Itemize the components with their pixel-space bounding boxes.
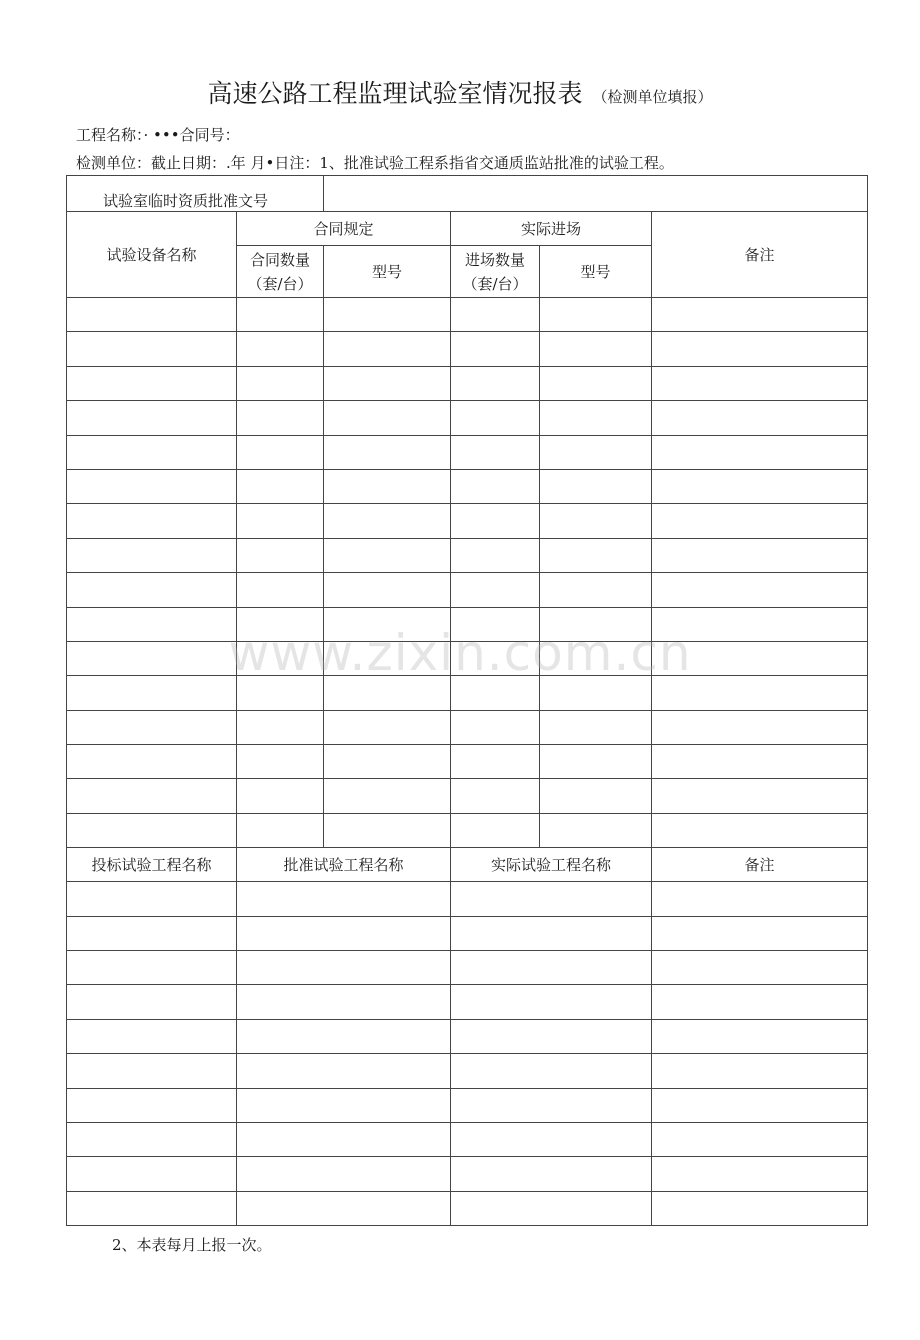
- equipment-cell[interactable]: [67, 401, 237, 435]
- equipment-cell[interactable]: [324, 641, 451, 675]
- project-row: [67, 951, 868, 985]
- actual-model-header: 型号: [540, 246, 652, 298]
- project-cell[interactable]: [451, 1122, 652, 1156]
- equipment-cell[interactable]: [67, 607, 237, 641]
- equipment-row: [67, 435, 868, 469]
- project-cell[interactable]: [67, 985, 237, 1019]
- equipment-cell[interactable]: [451, 538, 540, 572]
- equipment-cell[interactable]: [67, 745, 237, 779]
- equipment-cell[interactable]: [451, 573, 540, 607]
- equipment-cell[interactable]: [237, 469, 324, 503]
- equipment-row: [67, 676, 868, 710]
- equipment-cell[interactable]: [237, 504, 324, 538]
- equipment-cell[interactable]: [652, 298, 868, 332]
- equipment-cell[interactable]: [451, 813, 540, 847]
- equipment-cell[interactable]: [237, 298, 324, 332]
- approval-number-cell[interactable]: [324, 176, 868, 212]
- equipment-cell[interactable]: [652, 676, 868, 710]
- project-cell[interactable]: [652, 1122, 868, 1156]
- equipment-cell[interactable]: [451, 366, 540, 400]
- equipment-cell[interactable]: [451, 641, 540, 675]
- equipment-cell[interactable]: [451, 745, 540, 779]
- equipment-cell[interactable]: [67, 332, 237, 366]
- equipment-row: [67, 504, 868, 538]
- equipment-cell[interactable]: [652, 366, 868, 400]
- equipment-cell[interactable]: [451, 401, 540, 435]
- contract-header: 合同规定: [237, 212, 451, 246]
- project-cell[interactable]: [67, 1088, 237, 1122]
- equipment-cell[interactable]: [324, 607, 451, 641]
- report-title: [0, 76, 920, 115]
- equipment-cell[interactable]: [324, 504, 451, 538]
- equipment-cell[interactable]: [652, 401, 868, 435]
- project-cell[interactable]: [652, 985, 868, 1019]
- equipment-cell[interactable]: [237, 745, 324, 779]
- equipment-cell[interactable]: [67, 573, 237, 607]
- equipment-cell[interactable]: [324, 366, 451, 400]
- equipment-row: [67, 573, 868, 607]
- project-cell[interactable]: [67, 951, 237, 985]
- equipment-row: [67, 298, 868, 332]
- project-cell[interactable]: [67, 916, 237, 950]
- equipment-cell[interactable]: [652, 504, 868, 538]
- equipment-cell[interactable]: [237, 538, 324, 572]
- project-row: [67, 916, 868, 950]
- project-cell[interactable]: [451, 882, 652, 916]
- project-cell[interactable]: [237, 1088, 451, 1122]
- equipment-cell[interactable]: [451, 710, 540, 744]
- equipment-row: [67, 469, 868, 503]
- project-cell[interactable]: [652, 951, 868, 985]
- project-header-3: 实际试验工程名称: [451, 848, 652, 882]
- equipment-cell[interactable]: [324, 401, 451, 435]
- equipment-cell[interactable]: [540, 676, 652, 710]
- project-cell[interactable]: [652, 916, 868, 950]
- equipment-cell[interactable]: [67, 813, 237, 847]
- equipment-cell[interactable]: [652, 332, 868, 366]
- equipment-cell[interactable]: [451, 298, 540, 332]
- inspection-unit-line: 检测单位：截止日期：.年 月•日注：1、批准试验工程系指省交通质监站批准的试验工程。: [76, 154, 674, 172]
- equipment-cell[interactable]: [67, 538, 237, 572]
- project-cell[interactable]: [67, 1157, 237, 1191]
- equipment-cell[interactable]: [67, 676, 237, 710]
- project-cell[interactable]: [451, 916, 652, 950]
- equipment-cell[interactable]: [652, 710, 868, 744]
- equipment-cell[interactable]: [540, 573, 652, 607]
- equipment-row: [67, 641, 868, 675]
- project-row: [67, 1054, 868, 1088]
- equipment-cell[interactable]: [451, 779, 540, 813]
- equipment-cell[interactable]: [540, 401, 652, 435]
- equipment-cell[interactable]: [652, 607, 868, 641]
- equipment-cell[interactable]: [237, 641, 324, 675]
- project-cell[interactable]: [237, 1054, 451, 1088]
- project-row: [67, 1088, 868, 1122]
- project-cell[interactable]: [451, 985, 652, 1019]
- equipment-cell[interactable]: [451, 332, 540, 366]
- equipment-cell[interactable]: [67, 641, 237, 675]
- equipment-cell[interactable]: [540, 813, 652, 847]
- equipment-cell[interactable]: [67, 435, 237, 469]
- equipment-cell[interactable]: [67, 298, 237, 332]
- footer-note: 2、本表每月上报一次。: [112, 1236, 272, 1254]
- equipment-cell[interactable]: [652, 573, 868, 607]
- equipment-cell[interactable]: [67, 504, 237, 538]
- equipment-cell[interactable]: [237, 779, 324, 813]
- equipment-cell[interactable]: [324, 469, 451, 503]
- equipment-cell[interactable]: [237, 607, 324, 641]
- equipment-cell[interactable]: [67, 779, 237, 813]
- equipment-row: [67, 813, 868, 847]
- equipment-cell[interactable]: [237, 710, 324, 744]
- equipment-cell[interactable]: [324, 676, 451, 710]
- equipment-cell[interactable]: [67, 710, 237, 744]
- project-cell[interactable]: [237, 882, 451, 916]
- project-cell[interactable]: [652, 1191, 868, 1225]
- project-header-1: 投标试验工程名称: [67, 848, 237, 882]
- project-cell[interactable]: [451, 1157, 652, 1191]
- project-cell[interactable]: [652, 1157, 868, 1191]
- contract-model-header: 型号: [324, 246, 451, 298]
- equipment-cell[interactable]: [451, 676, 540, 710]
- equipment-cell[interactable]: [540, 607, 652, 641]
- equipment-name-header: 试验设备名称: [67, 212, 237, 298]
- equipment-cell[interactable]: [451, 504, 540, 538]
- project-cell[interactable]: [67, 882, 237, 916]
- project-row: [67, 882, 868, 916]
- project-cell[interactable]: [237, 1122, 451, 1156]
- project-row: [67, 1191, 868, 1225]
- project-row: [67, 1122, 868, 1156]
- equipment-cell[interactable]: [451, 469, 540, 503]
- equipment-row: [67, 366, 868, 400]
- equipment-cell[interactable]: [540, 538, 652, 572]
- equipment-cell[interactable]: [324, 813, 451, 847]
- project-cell[interactable]: [67, 1054, 237, 1088]
- project-cell[interactable]: [237, 1191, 451, 1225]
- equipment-row: [67, 710, 868, 744]
- contract-quantity-header: 合同数量 （套/台）: [237, 246, 324, 298]
- watermark: www.zixin.com.cn: [228, 624, 692, 682]
- approval-row: [67, 176, 868, 212]
- project-row: [67, 1157, 868, 1191]
- project-cell[interactable]: [451, 951, 652, 985]
- project-cell[interactable]: [451, 1054, 652, 1088]
- project-cell[interactable]: [67, 1019, 237, 1053]
- title-main: 高速公路工程监理试验室情况报表: [207, 79, 583, 108]
- project-cell[interactable]: [237, 916, 451, 950]
- equipment-cell[interactable]: [652, 779, 868, 813]
- project-cell[interactable]: [67, 1122, 237, 1156]
- remarks-header: 备注: [652, 212, 868, 298]
- equipment-cell[interactable]: [540, 710, 652, 744]
- project-cell[interactable]: [451, 1191, 652, 1225]
- equipment-cell[interactable]: [540, 504, 652, 538]
- equipment-row: [67, 538, 868, 572]
- equipment-cell[interactable]: [237, 401, 324, 435]
- equipment-cell[interactable]: [540, 779, 652, 813]
- project-cell[interactable]: [652, 1054, 868, 1088]
- equipment-cell[interactable]: [324, 298, 451, 332]
- project-cell[interactable]: [652, 1019, 868, 1053]
- equipment-cell[interactable]: [237, 573, 324, 607]
- approval-label: 试验室临时资质批准文号: [67, 176, 324, 212]
- equipment-cell[interactable]: [652, 745, 868, 779]
- project-cell[interactable]: [451, 1019, 652, 1053]
- equipment-cell[interactable]: [652, 469, 868, 503]
- equipment-cell[interactable]: [324, 745, 451, 779]
- equipment-cell[interactable]: [540, 298, 652, 332]
- project-row: [67, 985, 868, 1019]
- actual-quantity-header: 进场数量 （套/台）: [451, 246, 540, 298]
- equipment-cell[interactable]: [324, 435, 451, 469]
- equipment-row: [67, 745, 868, 779]
- equipment-cell[interactable]: [540, 435, 652, 469]
- equipment-cell[interactable]: [67, 366, 237, 400]
- equipment-cell[interactable]: [652, 435, 868, 469]
- equipment-cell[interactable]: [652, 813, 868, 847]
- equipment-cell[interactable]: [451, 607, 540, 641]
- equipment-cell[interactable]: [540, 366, 652, 400]
- equipment-cell[interactable]: [237, 332, 324, 366]
- project-header-2: 批准试验工程名称: [237, 848, 451, 882]
- equipment-cell[interactable]: [324, 779, 451, 813]
- equipment-cell[interactable]: [324, 332, 451, 366]
- project-cell[interactable]: [237, 1157, 451, 1191]
- equipment-cell[interactable]: [652, 641, 868, 675]
- report-table: [66, 175, 868, 1226]
- project-name-line: 工程名称：· •••合同号：: [76, 126, 240, 144]
- project-header-row: [67, 848, 868, 882]
- project-cell[interactable]: [237, 1019, 451, 1053]
- project-cell[interactable]: [652, 882, 868, 916]
- equipment-header-row-1: [67, 212, 868, 246]
- equipment-row: [67, 779, 868, 813]
- equipment-cell[interactable]: [237, 813, 324, 847]
- equipment-cell[interactable]: [451, 435, 540, 469]
- equipment-cell[interactable]: [324, 573, 451, 607]
- equipment-cell[interactable]: [237, 366, 324, 400]
- equipment-row: [67, 401, 868, 435]
- equipment-cell[interactable]: [237, 435, 324, 469]
- actual-header: 实际进场: [451, 212, 652, 246]
- equipment-cell[interactable]: [652, 538, 868, 572]
- equipment-cell[interactable]: [540, 745, 652, 779]
- equipment-cell[interactable]: [540, 332, 652, 366]
- project-cell[interactable]: [652, 1088, 868, 1122]
- equipment-cell[interactable]: [237, 676, 324, 710]
- equipment-cell[interactable]: [540, 641, 652, 675]
- equipment-row: [67, 332, 868, 366]
- equipment-cell[interactable]: [67, 469, 237, 503]
- project-cell[interactable]: [451, 1088, 652, 1122]
- project-cell[interactable]: [67, 1191, 237, 1225]
- project-cell[interactable]: [237, 951, 451, 985]
- equipment-cell[interactable]: [324, 538, 451, 572]
- equipment-row: [67, 607, 868, 641]
- equipment-cell[interactable]: [540, 469, 652, 503]
- title-subtitle: （检测单位填报）: [592, 88, 713, 106]
- project-row: [67, 1019, 868, 1053]
- equipment-cell[interactable]: [324, 710, 451, 744]
- project-cell[interactable]: [237, 985, 451, 1019]
- project-header-4: 备注: [652, 848, 868, 882]
